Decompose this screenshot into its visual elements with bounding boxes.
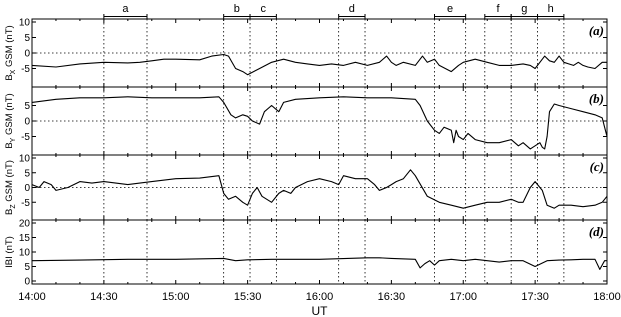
x-tick-label: 16:30 xyxy=(377,291,406,303)
y-tick-label: 0 xyxy=(24,116,30,128)
x-tick-label: 15:00 xyxy=(161,291,190,303)
y-tick-label: -5 xyxy=(21,197,30,209)
series-line xyxy=(32,97,607,149)
y-tick-label: 10 xyxy=(18,247,30,259)
interval-label-c: c xyxy=(260,3,266,15)
y-tick-label: 0 xyxy=(24,48,30,60)
y-tick-label: 15 xyxy=(18,233,30,244)
panel-2 xyxy=(4,87,607,155)
interval-bars xyxy=(104,3,564,19)
panel-1 xyxy=(4,18,607,88)
x-axis-label: UT xyxy=(311,304,328,317)
x-axis xyxy=(18,291,621,303)
interval-label-f: f xyxy=(496,3,500,15)
x-tick-label: 17:00 xyxy=(449,291,478,303)
y-tick-label: 0 xyxy=(24,183,30,194)
x-tick-label: 18:00 xyxy=(593,291,621,303)
y-tick-label: 20 xyxy=(18,218,30,230)
y-tick-label: 5 xyxy=(24,101,30,112)
chart-panels xyxy=(4,18,607,288)
interval-label-d: d xyxy=(348,3,355,15)
panel-tag: (d) xyxy=(588,224,604,239)
y-tick-label: 10 xyxy=(18,153,30,165)
y-axis-label: $B_Y$ GSM (nT) xyxy=(4,93,17,149)
panel-4 xyxy=(4,219,607,288)
y-tick-label: -5 xyxy=(21,132,30,143)
x-tick-label: 14:00 xyxy=(18,291,46,303)
y-axis-label: $B_Z$ GSM (nT) xyxy=(4,160,17,215)
series-line xyxy=(32,258,607,270)
y-tick-label: 5 xyxy=(24,168,30,180)
interval-label-g: g xyxy=(521,3,528,15)
x-tick-label: 14:30 xyxy=(90,291,118,303)
panel-tag: (b) xyxy=(588,91,604,106)
series-line xyxy=(32,170,607,208)
x-tick-label: 17:30 xyxy=(521,291,549,303)
interval-label-a: a xyxy=(122,3,129,15)
x-tick-label: 16:00 xyxy=(305,291,334,303)
panel-tag: (c) xyxy=(589,159,604,174)
y-tick-label: 5 xyxy=(24,33,30,44)
interval-label-h: h xyxy=(547,3,554,15)
panel-3 xyxy=(4,154,607,221)
series-line xyxy=(32,55,607,75)
panel-tag: (a) xyxy=(588,23,604,38)
panel-frame xyxy=(32,220,607,284)
x-tick-label: 15:30 xyxy=(233,291,262,303)
y-tick-label: 10 xyxy=(18,17,30,29)
interval-label-e: e xyxy=(447,3,454,15)
y-tick-label: -5 xyxy=(21,64,30,75)
interval-label-b: b xyxy=(233,3,240,15)
y-tick-label: 0 xyxy=(24,276,30,288)
y-tick-label: 5 xyxy=(24,262,30,273)
y-axis-label: IBI (nT) xyxy=(4,236,15,268)
y-axis-label: $B_X$ GSM (nT) xyxy=(4,25,17,81)
